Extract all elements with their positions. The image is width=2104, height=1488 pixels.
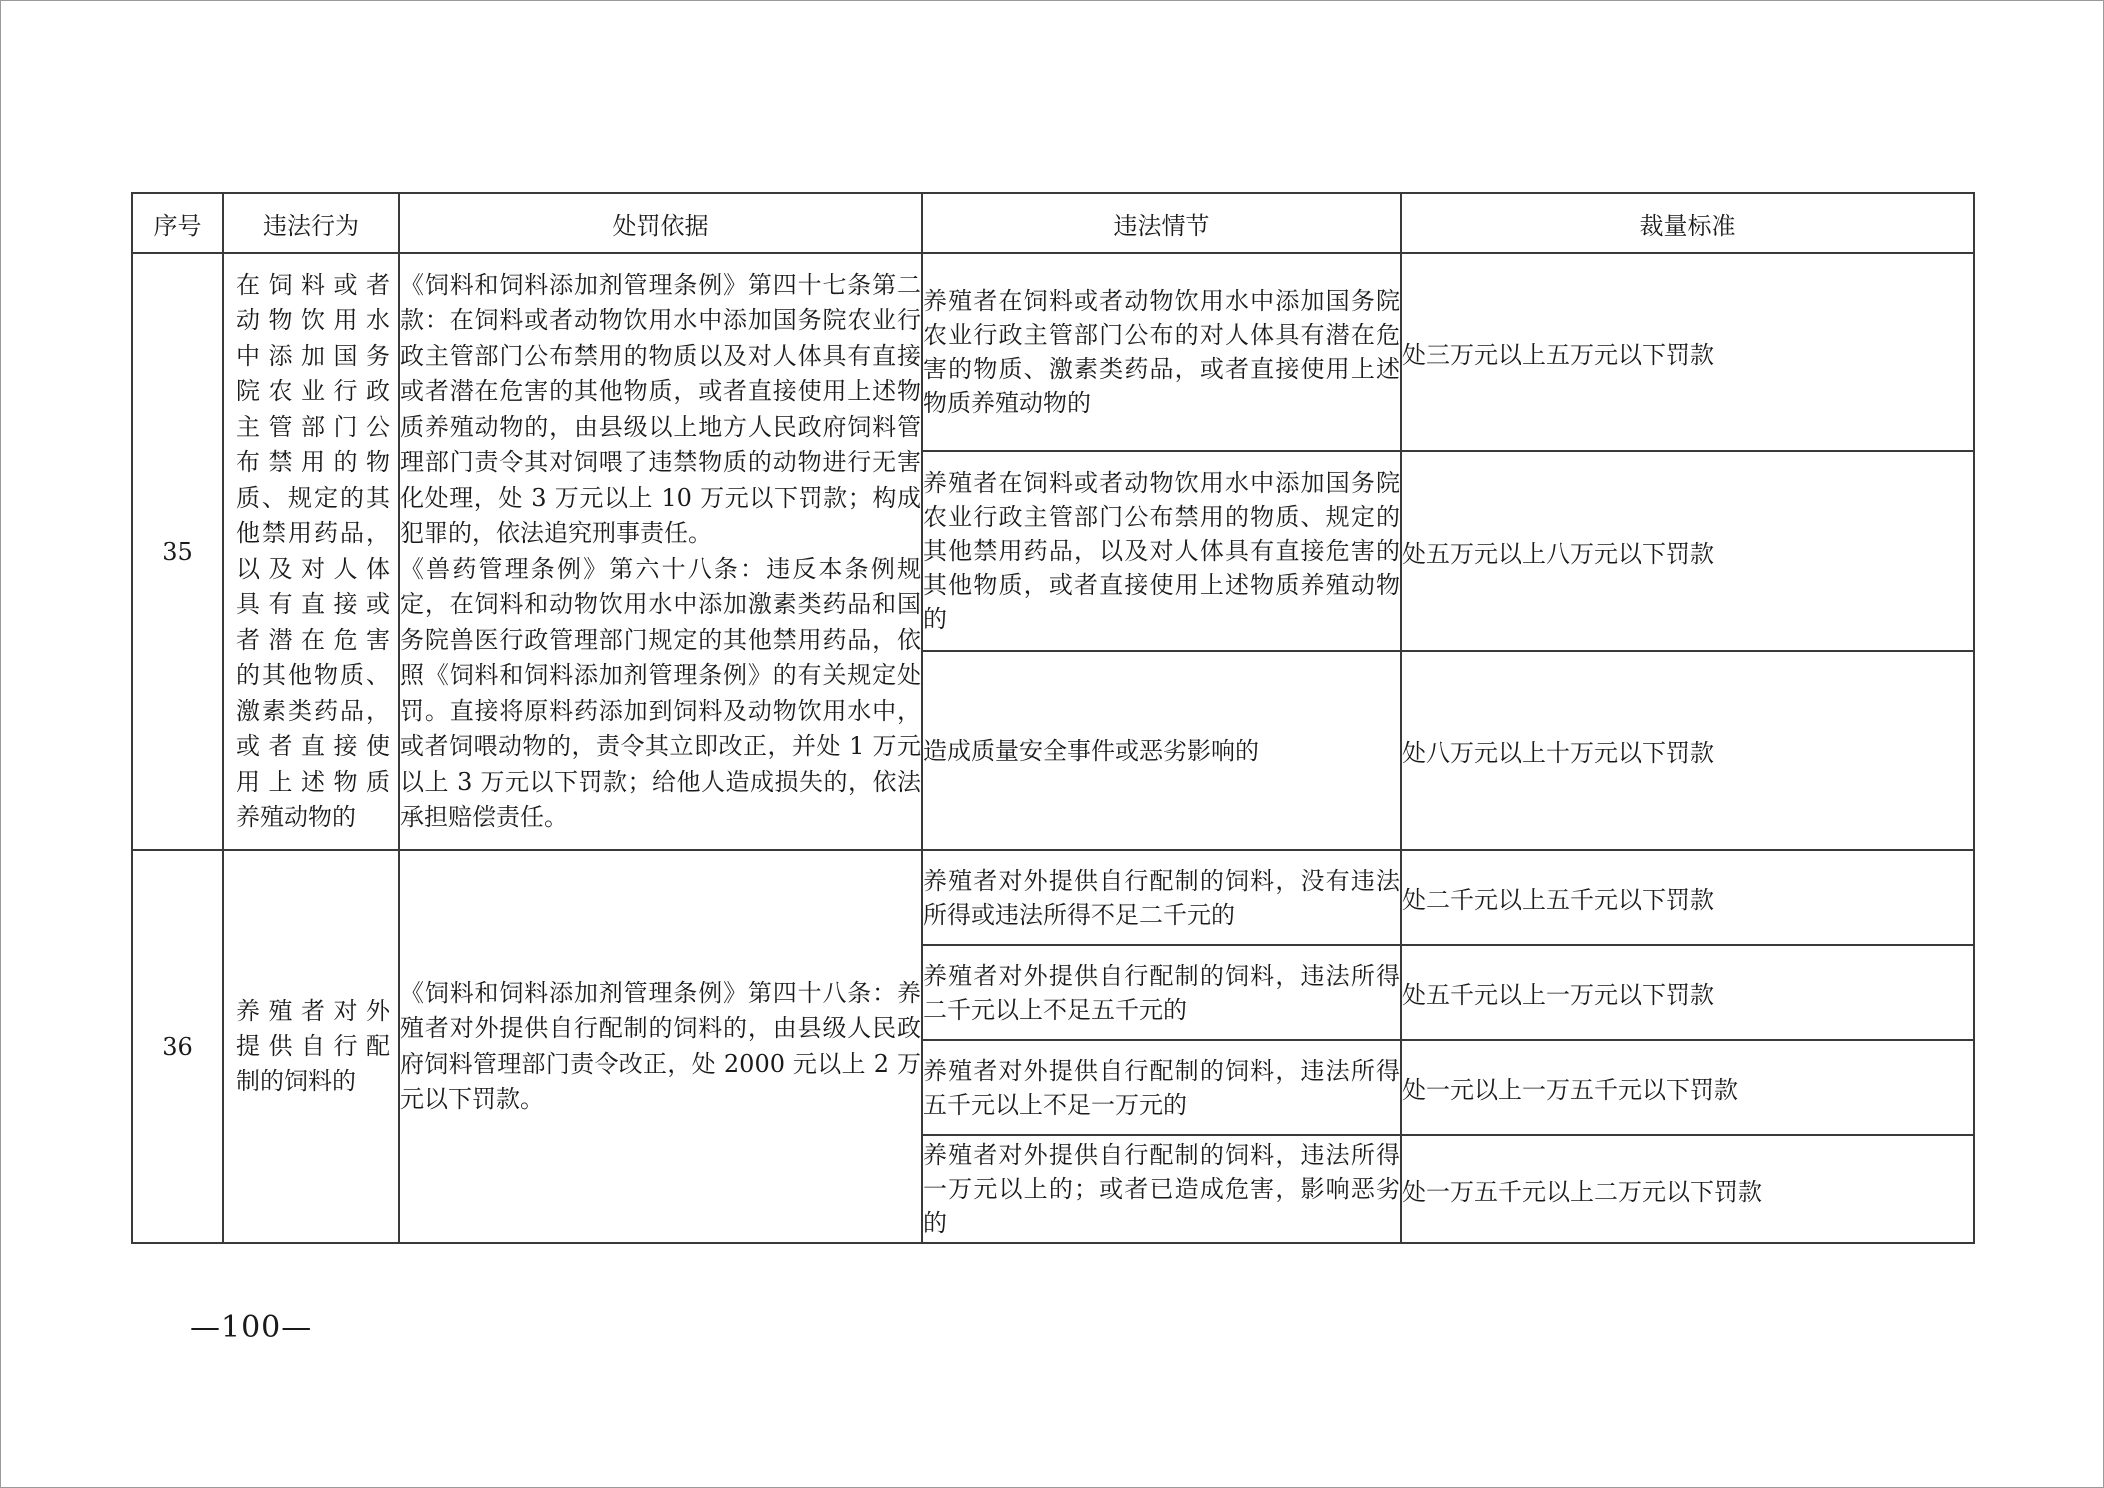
violation-line: 中添加国务	[236, 341, 390, 370]
standard-cell: 处三万元以上五万元以下罚款	[1401, 253, 1974, 451]
violation-line: 提供自行配	[236, 1032, 390, 1060]
violation-line: 用上述物质	[236, 767, 390, 796]
serial-number: 35	[132, 253, 223, 850]
violation-line: 以及对人体	[236, 554, 390, 583]
violation-line: 布禁用的物	[236, 448, 390, 476]
violation-text	[224, 994, 398, 1099]
header-row	[132, 193, 1974, 253]
header-basis: 处罚依据	[399, 193, 922, 253]
standard-cell: 处一万五千元以上二万元以下罚款	[1401, 1135, 1974, 1243]
violation-line: 的其他物质、	[236, 661, 390, 689]
circumstance-cell: 养殖者在饲料或者动物饮用水中添加国务院农业行政主管部门公布禁用的物质、规定的其他禁用药品，以及对人体具有直接危害的其他物质，或者直接使用上述物质养殖动物的	[922, 451, 1401, 651]
violation-line: 他禁用药品，	[236, 519, 390, 547]
violation-line: 或者直接使	[236, 732, 390, 760]
table-row	[132, 850, 1974, 945]
circumstance-cell: 养殖者对外提供自行配制的饲料，违法所得五千元以上不足一万元的	[922, 1040, 1401, 1135]
header-circumstance: 违法情节	[922, 193, 1401, 253]
standard-cell: 处八万元以上十万元以下罚款	[1401, 651, 1974, 850]
header-standard: 裁量标准	[1401, 193, 1974, 253]
violation-line: 制的饲料的	[236, 1067, 356, 1095]
circumstance-cell: 养殖者在饲料或者动物饮用水中添加国务院农业行政主管部门公布的对人体具有潜在危害的物质、激素类药品，或者直接使用上述物质养殖动物的	[922, 253, 1401, 451]
standard-cell: 处二千元以上五千元以下罚款	[1401, 850, 1974, 945]
table-row	[132, 253, 1974, 451]
violation-line: 者潜在危害	[236, 625, 390, 654]
violation-line: 动物饮用水	[236, 306, 390, 334]
violation-line: 主管部门公	[236, 412, 390, 441]
violation-line: 在饲料或者	[236, 270, 390, 299]
header-serial: 序号	[132, 193, 223, 253]
serial-number: 36	[132, 850, 223, 1243]
page-number: —100—	[190, 1310, 313, 1345]
violation-line: 质、规定的其	[236, 483, 390, 512]
violation-cell	[223, 253, 399, 850]
penalty-table	[131, 192, 1975, 1244]
circumstance-cell: 养殖者对外提供自行配制的饲料，违法所得一万元以上的；或者已造成危害，影响恶劣的	[922, 1135, 1401, 1243]
penalty-basis: 《饲料和饲料添加剂管理条例》第四十七条第二款：在饲料或者动物饮用水中添加国务院农业行政主管部门公布禁用的物质以及对人体具有直接或者潜在危害的其他物质，或者直接使用上述物质养殖动物的，由县级以上地方人民政府饲料管理部门责令其对饲喂了违禁物质的动物进行无害化处理，处 3 万元以上 10 万元以下罚款；构成犯罪的，依法追究刑事责任。 《兽药管理条例》第六十八条：违反本条例规定，在饲料和动物饮用水中添加激素类药品和国务院兽医行政管理部门规定的其他禁用药品，依照《饲料和饲料添加剂管理条例》的有关规定处罚。直接将原料药添加到饲料及动物饮用水中，或者饲喂动物的，责令其立即改正，并处 1 万元以上 3 万元以下罚款；给他人造成损失的，依法承担赔偿责任。	[399, 253, 922, 850]
violation-line: 养殖动物的	[236, 803, 356, 831]
violation-line: 养殖者对外	[236, 997, 390, 1025]
violation-line: 具有直接或	[236, 590, 390, 618]
violation-cell	[223, 850, 399, 1243]
header-violation: 违法行为	[223, 193, 399, 253]
violation-text	[224, 268, 398, 836]
standard-cell: 处五千元以上一万元以下罚款	[1401, 945, 1974, 1040]
circumstance-cell: 造成质量安全事件或恶劣影响的	[922, 651, 1401, 850]
violation-line: 院农业行政	[236, 377, 390, 405]
violation-line: 激素类药品，	[236, 696, 390, 725]
circumstance-cell: 养殖者对外提供自行配制的饲料，没有违法所得或违法所得不足二千元的	[922, 850, 1401, 945]
penalty-basis: 《饲料和饲料添加剂管理条例》第四十八条：养殖者对外提供自行配制的饲料的，由县级人民政府饲料管理部门责令改正，处 2000 元以上 2 万元以下罚款。	[399, 850, 922, 1243]
standard-cell: 处一元以上一万五千元以下罚款	[1401, 1040, 1974, 1135]
circumstance-cell: 养殖者对外提供自行配制的饲料，违法所得二千元以上不足五千元的	[922, 945, 1401, 1040]
standard-cell: 处五万元以上八万元以下罚款	[1401, 451, 1974, 651]
